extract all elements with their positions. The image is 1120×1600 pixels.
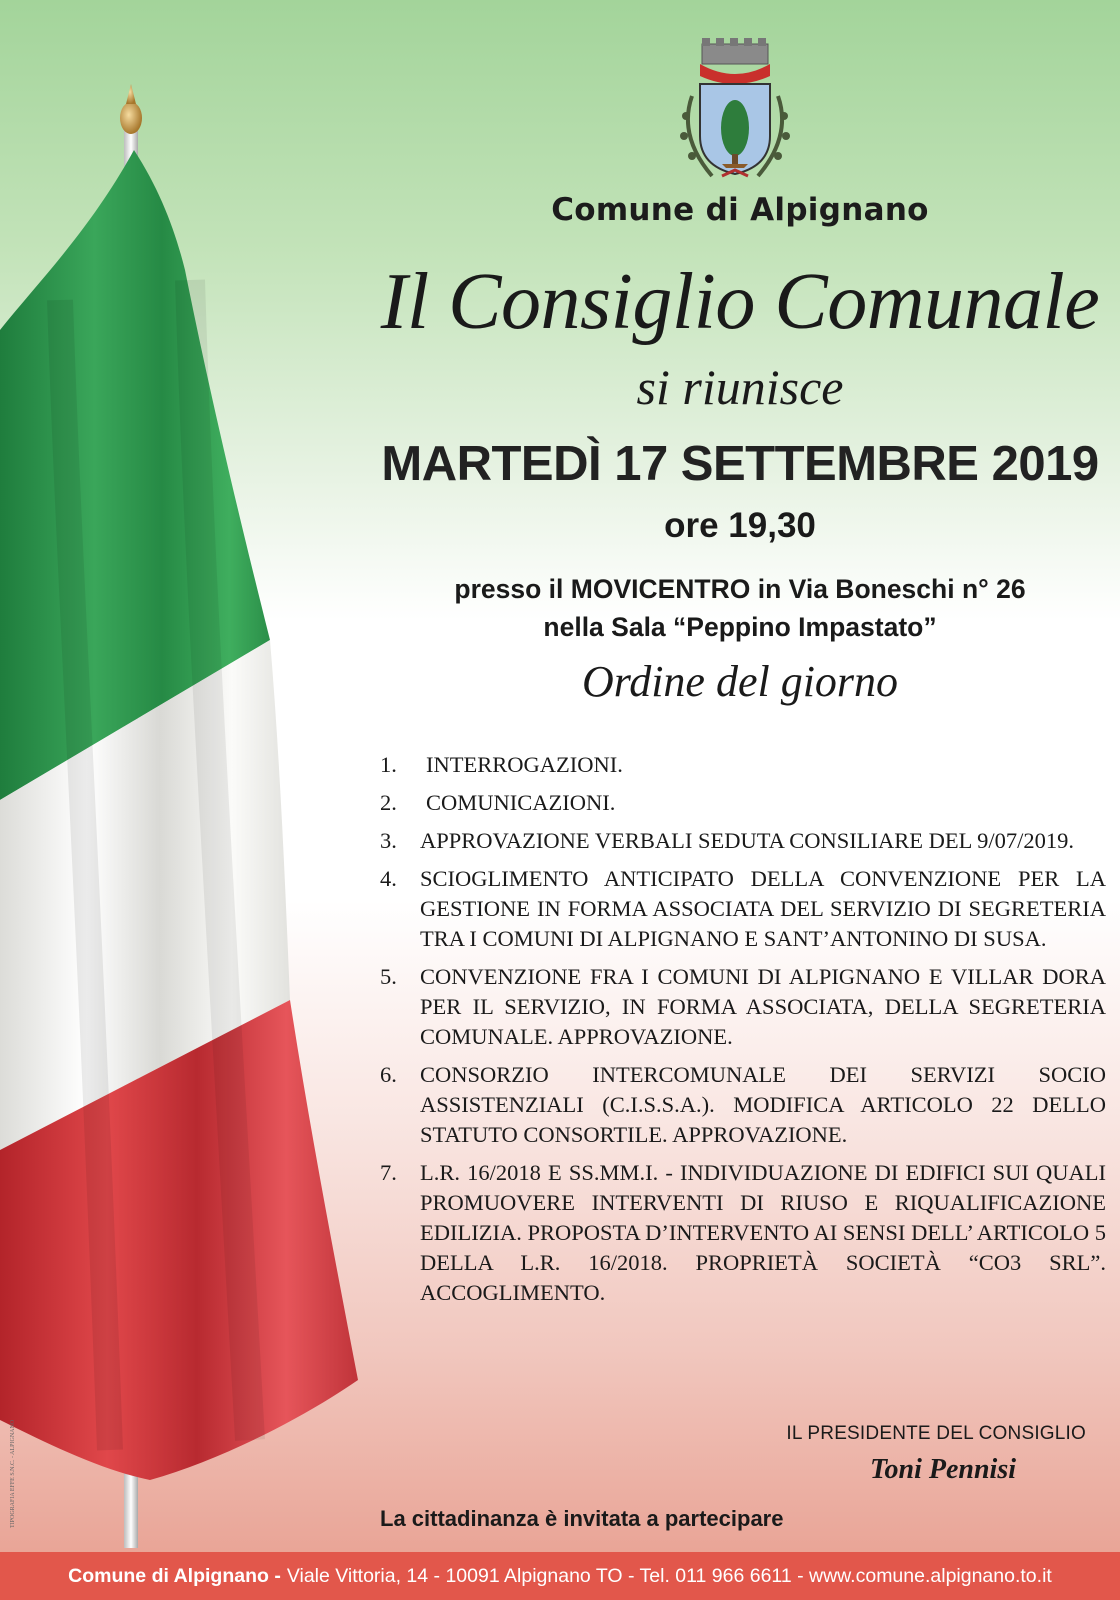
footer-bar xyxy=(0,1552,1120,1600)
agenda-heading: Ordine del giorno xyxy=(581,657,899,706)
agenda-item xyxy=(380,864,1106,954)
agenda-item-text: CONVENZIONE FRA I COMUNI DI ALPIGNANO E VILLAR DORA PER IL SERVIZIO, IN FORMA ASSOCIATA, DELLA SEGRETERIA COMUNALE. APPROVAZIONE. xyxy=(420,964,1106,1049)
agenda-item-text: INTERROGAZIONI. xyxy=(426,752,623,777)
agenda-item xyxy=(380,826,1106,856)
printer-credit: TIPOGRAFIA EFFE S.N.C. - ALPIGNANO xyxy=(10,1419,16,1528)
agenda-item-text: SCIOGLIMENTO ANTICIPATO DELLA CONVENZIONE PER LA GESTIONE IN FORMA ASSOCIATA DEL SERVIZIO DI SEGRETERIA TRA I COMUNI DI ALPIGNANO E SANT’ANTONINO DI SUSA. xyxy=(420,866,1106,951)
agenda-item-number: 4. xyxy=(380,866,397,891)
agenda-item-number: 3. xyxy=(380,828,397,853)
location-line-2: nella Sala “Peppino Impastato” xyxy=(543,612,937,642)
poster-subtitle: si riunisce xyxy=(636,359,844,415)
invitation-text: La cittadinanza è invitata a partecipare xyxy=(380,1506,784,1531)
agenda-item-text: L.R. 16/2018 E SS.MM.I. - INDIVIDUAZIONE DI EDIFICI SUI QUALI PROMUOVERE INTERVENTI DI RIUSO E RIQUALIFICAZIONE EDILIZIA. PROPOSTA D’INTERVENTO AI SENSI DELL’ ARTICOLO 5 DELLA L.R. 16/2018. PROPRIETÀ SOCIETÀ “CO3 SRL”. ACCOGLIMENTO. xyxy=(420,1160,1106,1305)
agenda-item-text: COMUNICAZIONI. xyxy=(426,790,616,815)
coat-of-arms-icon xyxy=(672,36,798,186)
agenda-item xyxy=(380,962,1106,1052)
agenda-item xyxy=(380,750,1106,780)
meeting-time: ore 19,30 xyxy=(664,506,816,545)
footer-municipality: Comune di Alpignano - xyxy=(68,1564,281,1587)
agenda-item-text: APPROVAZIONE VERBALI SEDUTA CONSILIARE DEL 9/07/2019. xyxy=(420,828,1075,853)
agenda-item xyxy=(380,788,1106,818)
agenda-item-number: 1. xyxy=(380,752,397,777)
president-role: IL PRESIDENTE DEL CONSIGLIO xyxy=(786,1423,1086,1444)
footer-contact-details: Viale Vittoria, 14 - 10091 Alpignano TO - Tel. 011 966 6611 - www.comune.alpignano.to.it xyxy=(286,1564,1052,1587)
agenda-item-number: 6. xyxy=(380,1062,397,1087)
meeting-date: MARTEDÌ 17 SETTEMBRE 2019 xyxy=(381,437,1099,491)
agenda-item-text: CONSORZIO INTERCOMUNALE DEI SERVIZI SOCIO ASSISTENZIALI (C.I.S.S.A.). MODIFICA ARTICOLO 22 DELLO STATUTO CONSORTILE. APPROVAZIONE. xyxy=(420,1062,1106,1147)
agenda-item-number: 7. xyxy=(380,1160,397,1185)
agenda-list xyxy=(380,750,1106,1316)
poster-title: Il Consiglio Comunale xyxy=(380,258,1100,346)
location-line-1: presso il MOVICENTRO in Via Boneschi n° 26 xyxy=(454,574,1026,604)
italian-flag-image xyxy=(0,0,370,1548)
meeting-location xyxy=(380,570,1100,646)
agenda-item-number: 2. xyxy=(380,790,397,815)
president-name: Toni Pennisi xyxy=(870,1454,1017,1485)
agenda-item-number: 5. xyxy=(380,964,397,989)
flag-icon xyxy=(0,0,370,1548)
agenda-item xyxy=(380,1158,1106,1308)
agenda-item xyxy=(380,1060,1106,1150)
municipality-name: Comune di Alpignano xyxy=(551,192,929,228)
